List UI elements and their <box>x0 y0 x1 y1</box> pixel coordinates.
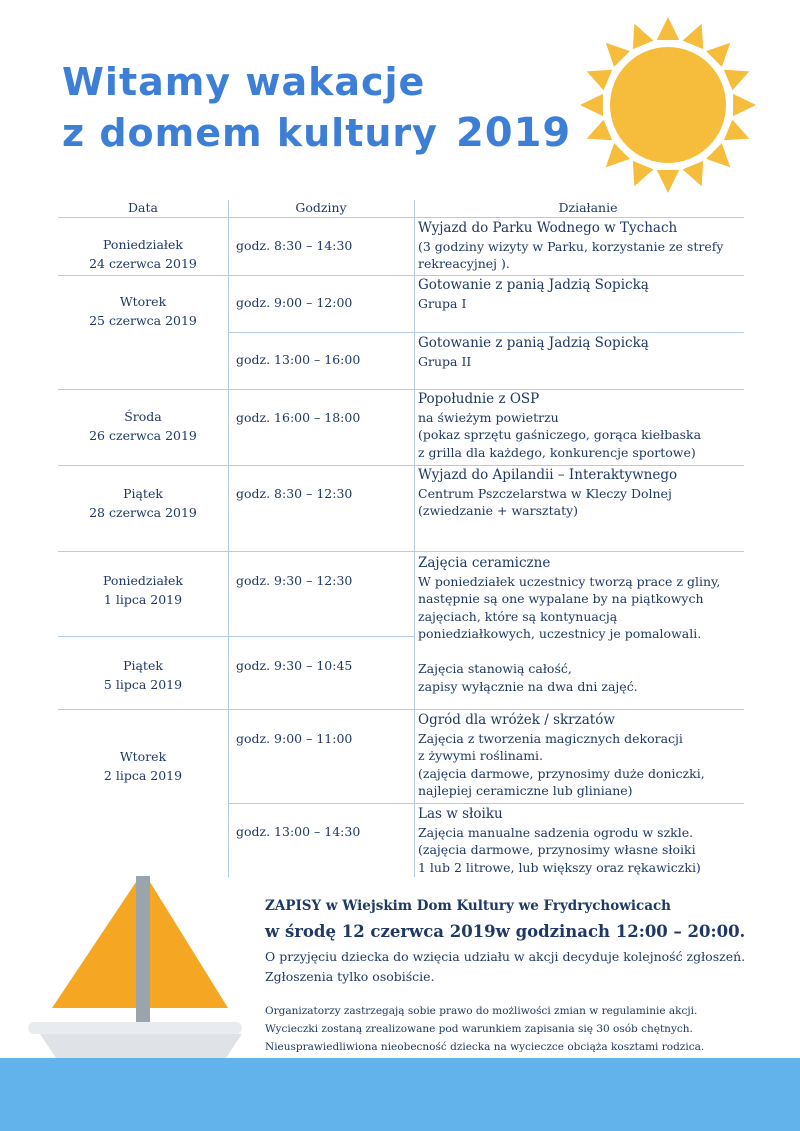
table-row-divider <box>58 709 744 710</box>
sun-ray <box>606 143 630 167</box>
registration-place: ZAPISY w Wiejskim Dom Kultury we Frydrychowicach <box>265 898 671 914</box>
table-cell-hours: godz. 13:00 – 16:00 <box>236 352 361 367</box>
sun-ray <box>587 120 612 141</box>
page-title-text: z domem kultury <box>62 111 438 155</box>
table-cell-date: Wtorek 2 lipca 2019 <box>103 749 183 783</box>
sun-ray <box>633 161 654 186</box>
table-cell-date: Wtorek 25 czerwca 2019 <box>89 294 197 328</box>
table-column-divider <box>228 200 229 877</box>
sea-band <box>0 1058 800 1131</box>
registration-date: w środę 12 czerwca 2019w godzinach 12:00 – 20:00. <box>265 922 746 941</box>
table-row-divider <box>228 803 744 804</box>
sun-ray <box>683 161 704 186</box>
sun-ray <box>606 43 630 67</box>
registration-note: Zgłoszenia tylko osobiście. <box>265 969 435 984</box>
table-cell-date: Piątek 5 lipca 2019 <box>103 658 183 692</box>
sun-ray <box>724 70 749 91</box>
page-title-line-2 <box>62 110 571 156</box>
table-column-divider <box>414 200 415 877</box>
sun-ray <box>633 24 654 49</box>
table-cell-hours: godz. 8:30 – 12:30 <box>236 486 353 501</box>
table-cell-hours: godz. 16:00 – 18:00 <box>236 410 361 425</box>
organizer-note: Nieusprawiedliwiona nieobecność dziecka na wycieczce obciąża kosztami rodzica. <box>265 1041 705 1053</box>
organizer-note: Wycieczki zostaną zrealizowane pod warunkiem zapisania się 30 osób chętnych. <box>265 1023 693 1035</box>
page-title-year: 2019 <box>455 110 572 156</box>
table-row-divider <box>58 636 414 637</box>
table-row-divider <box>58 217 744 218</box>
sun-ray <box>706 43 730 67</box>
header-date: Data <box>128 200 158 215</box>
table-cell-hours: godz. 8:30 – 14:30 <box>236 238 353 253</box>
sun-ray <box>724 120 749 141</box>
table-cell-activity: Popołudnie z OSP na świeżym powietrzu (pokaz sprzętu gaśniczego, gorąca kiełbaska z grilla dla każdego, konkurencje sportowe) <box>418 391 702 460</box>
table-cell-hours: godz. 9:30 – 12:30 <box>236 573 353 588</box>
table-row-divider <box>58 389 744 390</box>
sun-icon <box>578 15 758 195</box>
table-cell-activity: Las w słoiku Zajęcia manualne sadzenia ogrodu w szkle. (zajęcia darmowe, przynosimy własne słoiki 1 lub 2 litrowe, lub większy oraz rękawiczki) <box>418 806 701 875</box>
sun-ray <box>706 143 730 167</box>
table-row-divider <box>228 332 744 333</box>
organizer-note: Organizatorzy zastrzegają sobie prawo do możliwości zmian w regulaminie akcji. <box>265 1005 698 1017</box>
table-cell-hours: godz. 9:00 – 12:00 <box>236 295 353 310</box>
header-hours: Godziny <box>295 200 347 215</box>
sun-ray <box>657 170 679 193</box>
registration-rule: O przyjęciu dziecka do wzięcia udziału w akcji decyduje kolejność zgłoszeń. <box>265 949 746 964</box>
sun-ray <box>587 70 612 91</box>
table-cell-activity: Zajęcia ceramiczne W poniedziałek uczestnicy tworzą prace z gliny, następnie są one wypalane by na piątkowych zajęciach, które są kontynuacją poniedziałkowych, uczestnicy je pomalowali. Zajęcia stanowią całość, zapisy wyłącznie na dwa dni zajęć. <box>418 555 721 694</box>
table-cell-activity: Ogród dla wróżek / skrzatów Zajęcia z tworzenia magicznych dekoracji z żywymi roślinami. (zajęcia darmowe, przynosimy duże doniczki, najlepiej ceramiczne lub gliniane) <box>418 712 705 798</box>
sun-ray <box>580 94 603 116</box>
table-cell-date: Środa 26 czerwca 2019 <box>89 409 197 443</box>
sailboat-icon <box>28 872 248 1062</box>
table-cell-activity: Gotowanie z panią Jadzią Sopicką Grupa I <box>418 277 649 311</box>
table-cell-activity: Wyjazd do Parku Wodnego w Tychach (3 godziny wizyty w Parku, korzystanie ze strefy rekreacyjnej ). <box>418 220 724 271</box>
table-row-divider <box>58 551 744 552</box>
sun-ray <box>733 94 756 116</box>
table-row-divider <box>58 275 744 276</box>
table-cell-activity: Gotowanie z panią Jadzią Sopicką Grupa II <box>418 335 649 369</box>
table-cell-activity: Wyjazd do Apilandii – Interaktywnego Centrum Pszczelarstwa w Kleczy Dolnej (zwiedzanie + warsztaty) <box>418 467 678 518</box>
table-cell-date: Piątek 28 czerwca 2019 <box>89 486 197 520</box>
table-cell-hours: godz. 9:30 – 10:45 <box>236 658 353 673</box>
sun-ray <box>683 24 704 49</box>
page-title-line-1: Witamy wakacje <box>62 60 426 104</box>
table-cell-date: Poniedziałek 24 czerwca 2019 <box>89 237 197 271</box>
table-cell-date: Poniedziałek 1 lipca 2019 <box>103 573 183 607</box>
header-activity: Działanie <box>558 200 618 215</box>
table-row-divider <box>58 465 744 466</box>
sun-ray <box>657 17 679 40</box>
table-cell-hours: godz. 9:00 – 11:00 <box>236 731 353 746</box>
table-cell-hours: godz. 13:00 – 14:30 <box>236 824 361 839</box>
sun-disc <box>610 47 726 163</box>
